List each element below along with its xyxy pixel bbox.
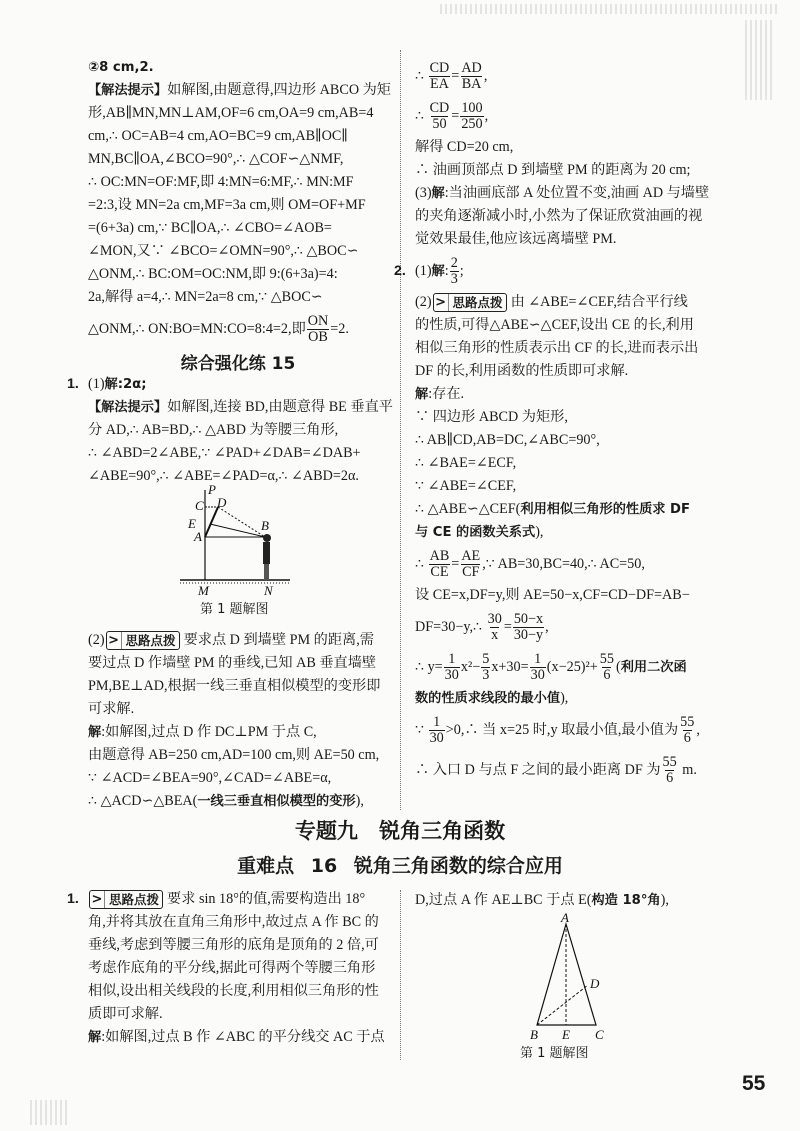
column-divider bbox=[400, 50, 401, 810]
fraction-denominator: 6 bbox=[603, 666, 611, 683]
text-line bbox=[415, 96, 755, 136]
text-line bbox=[394, 251, 755, 291]
label-a: A bbox=[194, 529, 202, 544]
text-run: ∴ △ABE∽△CEF( bbox=[415, 501, 521, 517]
question-number: 2. bbox=[394, 262, 406, 279]
hint-badge bbox=[89, 890, 163, 909]
fraction-numerator: 30 bbox=[487, 610, 502, 627]
text-run: △ONM,∴ BC:OM=OC:NM,即 9:(6+3a)=4: bbox=[88, 266, 338, 282]
text-line bbox=[88, 1003, 388, 1026]
emphasis-text: 一线三垂直相似模型的变形 bbox=[197, 794, 356, 809]
text-run: >0,∴ 当 x=25 时,y 取最小值,最小值为 bbox=[445, 721, 679, 738]
text-line bbox=[415, 607, 755, 647]
text-line bbox=[415, 182, 755, 205]
text-line bbox=[415, 452, 755, 475]
text-run: (x−25)²+ bbox=[546, 658, 598, 675]
text-run: (2) bbox=[415, 294, 432, 310]
text-run: ∴ bbox=[415, 107, 428, 124]
answer-block-sin18-cont bbox=[415, 889, 755, 912]
fraction bbox=[307, 314, 330, 345]
text-run: cm,∴ OC=AB=4 cm,AO=BC=9 cm,AB∥OC∥ bbox=[88, 128, 348, 144]
figure-2-triangle bbox=[520, 912, 615, 1042]
text-line bbox=[88, 442, 388, 465]
text-line bbox=[415, 406, 755, 429]
text-run: ∵ ∠ABE=∠CEF, bbox=[415, 478, 517, 494]
text-line bbox=[88, 194, 388, 217]
text-run: 要求点 D 到墙壁 PM 的距离,需 bbox=[183, 632, 374, 648]
fraction-denominator: 250 bbox=[461, 115, 483, 132]
emphasis-text: 解 bbox=[431, 186, 445, 201]
text-run: DF 的长,利用函数的性质即可求解. bbox=[415, 363, 629, 379]
text-line bbox=[88, 217, 388, 240]
text-line bbox=[415, 383, 755, 406]
text-line bbox=[88, 744, 388, 767]
text-line bbox=[67, 373, 388, 396]
hint-badge-label: 思路点拨 bbox=[125, 633, 176, 648]
fraction-numerator: 50−x bbox=[513, 610, 544, 627]
text-run: ∴ bbox=[415, 67, 428, 84]
person-icon bbox=[263, 534, 271, 580]
fraction-numerator: AE bbox=[461, 547, 481, 564]
text-line bbox=[67, 888, 388, 911]
figure-1-caption: 第 1 题解图 bbox=[200, 602, 269, 617]
text-run: =2:3,设 MN=2a cm,MF=3a cm,则 OM=OF+MF bbox=[88, 197, 366, 213]
emphasis-text: 【解法提示】 bbox=[88, 400, 168, 415]
text-run: 相似三角形的性质表示出 CF 的长,进而表示出 bbox=[415, 340, 699, 356]
text-line bbox=[415, 228, 755, 251]
text-run: ; bbox=[459, 262, 464, 279]
chevron-right-icon: > bbox=[434, 294, 449, 311]
label-c: C bbox=[195, 498, 204, 513]
fraction-denominator: 30 bbox=[530, 666, 545, 683]
fraction bbox=[444, 652, 460, 683]
text-run: =(6+3a) cm,∵ BC∥OA,∴ ∠CBO=∠AOB= bbox=[88, 220, 332, 236]
text-run: :当油画底部 A 处位置不变,油画 AD 与墙壁 bbox=[444, 185, 710, 201]
fraction-denominator: EA bbox=[429, 75, 449, 92]
text-run: = bbox=[451, 67, 460, 84]
hint-badge bbox=[106, 631, 180, 650]
answer-block-right-column bbox=[394, 56, 755, 790]
fraction-denominator: OB bbox=[308, 328, 328, 345]
fraction bbox=[513, 612, 544, 643]
text-line bbox=[88, 957, 388, 980]
fraction-numerator: AB bbox=[429, 547, 450, 564]
text-run: 要过点 D 作墙壁 PM 的垂线,已知 AB 垂直墙壁 bbox=[88, 655, 377, 671]
section-subheading: 综合强化练 15 bbox=[180, 354, 296, 374]
text-run: 如解图,由题意得,四边形 ABCO 为矩 bbox=[167, 82, 391, 98]
text-run: 设 CE=x,DF=y,则 AE=50−x,CF=CD−DF=AB− bbox=[415, 587, 690, 603]
fraction-denominator: 30−y bbox=[513, 626, 544, 643]
text-line bbox=[88, 102, 388, 125]
text-run: ( bbox=[615, 658, 621, 675]
text-line bbox=[415, 889, 755, 912]
text-line bbox=[88, 263, 388, 286]
text-line bbox=[88, 286, 388, 309]
text-line bbox=[415, 498, 755, 521]
text-run: 的夹角逐渐减小时,小然为了保证欣赏油画的视 bbox=[415, 208, 703, 224]
text-line bbox=[415, 475, 755, 498]
fraction-numerator: 1 bbox=[534, 650, 542, 667]
text-line bbox=[415, 205, 755, 228]
text-run: MN,BC∥OA,∠BCO=90°,∴ △COF∽△NMF, bbox=[88, 151, 344, 167]
text-line bbox=[415, 687, 755, 710]
text-run: 的性质,可得△ABE∽△CEF,设出 CE 的长,利用 bbox=[415, 317, 694, 333]
text-run: ∵ ∠ACD=∠BEA=90°,∠CAD=∠ABE=α, bbox=[88, 770, 332, 786]
label-b: B bbox=[261, 518, 269, 533]
text-line bbox=[88, 419, 388, 442]
chevron-right-icon: > bbox=[107, 632, 122, 649]
text-line bbox=[88, 675, 388, 698]
fraction bbox=[662, 755, 678, 786]
fraction bbox=[429, 715, 445, 746]
fraction-denominator: 6 bbox=[666, 769, 674, 786]
text-run: 要求 sin 18°的值,需要构造出 18° bbox=[167, 891, 366, 907]
text-run: ), bbox=[355, 793, 364, 809]
text-line bbox=[415, 314, 755, 337]
text-run: ,∵ AB=30,BC=40,∴ AC=50, bbox=[482, 555, 645, 572]
text-run: :如解图,过点 D 作 DC⊥PM 于点 C, bbox=[101, 724, 317, 740]
text-line bbox=[88, 56, 388, 79]
text-run: , bbox=[484, 107, 489, 124]
fraction bbox=[487, 612, 503, 643]
emphasis-text: 构造 18°角 bbox=[591, 893, 661, 908]
fraction-numerator: 55 bbox=[662, 753, 677, 770]
text-run: ∴ OC:MN=OF:MF,即 4:MN=6:MF,∴ MN:MF bbox=[88, 174, 354, 190]
text-run: :存在. bbox=[428, 386, 465, 402]
emphasis-text: 利用二次函 bbox=[620, 659, 687, 675]
emphasis-text: 【解法提示】 bbox=[88, 83, 168, 98]
text-run: ∵ 四边形 ABCD 为矩形, bbox=[415, 409, 568, 425]
text-run: = bbox=[451, 555, 460, 572]
key-point-title: 重难点 16 锐角三角函数的综合应用 bbox=[237, 855, 563, 877]
emphasis-text: ②8 cm,2. bbox=[88, 60, 154, 75]
text-run: ∴ △ACD∽△BEA( bbox=[88, 793, 198, 809]
emphasis-text: 解 bbox=[88, 725, 102, 740]
text-line bbox=[415, 521, 755, 544]
label-n: N bbox=[264, 583, 273, 598]
text-line bbox=[415, 159, 755, 182]
answer-block-q1-part1 bbox=[67, 373, 393, 488]
label-m: M bbox=[198, 583, 209, 598]
text-run: ), bbox=[660, 892, 669, 908]
text-line bbox=[415, 136, 755, 159]
text-run: ∴ 油画顶部点 D 到墙壁 PM 的距离为 20 cm; bbox=[415, 162, 691, 178]
emphasis-text: 与 CE 的函数关系式 bbox=[415, 525, 536, 540]
fraction bbox=[530, 652, 546, 683]
text-run: m. bbox=[678, 761, 697, 778]
fraction-denominator: 3 bbox=[450, 270, 458, 287]
fraction-numerator: 2 bbox=[450, 254, 458, 271]
text-run: , bbox=[483, 67, 488, 84]
text-run: , bbox=[545, 618, 549, 635]
fraction-denominator: BA bbox=[461, 75, 482, 92]
figure-2-caption: 第 1 题解图 bbox=[520, 1046, 589, 1061]
label-d: D bbox=[217, 495, 227, 510]
emphasis-text: 解 bbox=[415, 387, 429, 402]
fraction bbox=[429, 549, 451, 580]
text-run: 垂线,考虑到等腰三角形的底角是顶角的 2 倍,可 bbox=[88, 937, 379, 953]
text-line bbox=[415, 291, 755, 314]
fraction-numerator: ON bbox=[307, 312, 329, 329]
text-line bbox=[88, 148, 388, 171]
topic-title: 专题九 锐角三角函数 bbox=[294, 819, 506, 843]
text-line bbox=[415, 429, 755, 452]
text-line bbox=[415, 56, 755, 96]
text-run: 相似,设出相关线段的长度,利用相似三角形的性 bbox=[88, 983, 379, 999]
fraction bbox=[429, 61, 451, 92]
figure-1-diagram bbox=[170, 480, 300, 600]
emphasis-text: 解:2α; bbox=[104, 377, 147, 392]
text-run: ∠ABE=90°,∴ ∠ABE=∠PAD=α,∴ ∠ABD=2α. bbox=[88, 468, 359, 484]
text-line bbox=[88, 240, 388, 263]
fraction-numerator: 55 bbox=[599, 650, 614, 667]
question-number: 1. bbox=[67, 376, 79, 392]
text-line bbox=[415, 544, 755, 584]
bisector-bd bbox=[537, 985, 588, 1025]
fraction-denominator: CE bbox=[430, 563, 449, 580]
hint-badge-label: 思路点拨 bbox=[452, 295, 503, 310]
text-line bbox=[88, 911, 388, 934]
text-run: ∴ bbox=[415, 555, 428, 572]
text-run: PM,BE⊥AD,根据一线三垂直相似模型的变形即 bbox=[88, 678, 381, 694]
text-line bbox=[88, 767, 388, 790]
painting-ad bbox=[205, 507, 218, 537]
text-run: 觉效果最佳,他应该远离墙壁 PM. bbox=[415, 231, 617, 247]
emphasis-text: 数的性质求线段的最小值 bbox=[415, 691, 561, 706]
text-line bbox=[88, 652, 388, 675]
text-run: 质即可求解. bbox=[88, 1006, 163, 1022]
text-run: x+30= bbox=[491, 658, 529, 675]
fraction-denominator: 50 bbox=[432, 115, 447, 132]
text-line bbox=[88, 79, 391, 102]
scan-artifact bbox=[30, 1100, 70, 1125]
label-a: A bbox=[561, 912, 569, 925]
fraction-numerator: CD bbox=[429, 59, 450, 76]
text-run: D,过点 A 作 AE⊥BC 于点 E( bbox=[415, 892, 592, 908]
text-run: ), bbox=[560, 690, 569, 706]
fraction-denominator: 3 bbox=[482, 666, 490, 683]
hint-badge bbox=[433, 293, 507, 312]
text-run: ∴ ∠BAE=∠ECF, bbox=[415, 455, 517, 471]
text-line bbox=[88, 721, 388, 744]
text-line bbox=[415, 337, 755, 360]
text-run: 形,AB∥MN,MN⊥AM,OF=6 cm,OA=9 cm,AB=4 bbox=[88, 105, 374, 121]
fraction-denominator: 6 bbox=[683, 729, 691, 746]
text-run: : bbox=[444, 262, 449, 279]
text-line bbox=[88, 629, 388, 652]
emphasis-text: 利用相似三角形的性质求 DF bbox=[520, 502, 691, 517]
text-line bbox=[88, 125, 388, 148]
text-run: :如解图,过点 B 作 ∠ABC 的平分线交 AC 于点 bbox=[101, 1029, 385, 1045]
text-run: 如解图,连接 BD,由题意得 BE 垂直平 bbox=[167, 399, 393, 415]
fraction-numerator: 1 bbox=[433, 713, 441, 730]
label-e: E bbox=[562, 1027, 570, 1042]
text-run: 由题意得 AB=250 cm,AD=100 cm,则 AE=50 cm, bbox=[88, 747, 380, 763]
text-run: (2) bbox=[88, 632, 105, 648]
text-run: 考虑作底角的平分线,据此可得两个等腰三角形 bbox=[88, 960, 376, 976]
text-line bbox=[415, 750, 755, 790]
emphasis-text: 解 bbox=[88, 1030, 102, 1045]
text-run: 分 AD,∴ AB=BD,∴ △ABD 为等腰三角形, bbox=[88, 422, 339, 438]
fraction bbox=[599, 652, 615, 683]
text-line bbox=[88, 1026, 388, 1049]
text-line bbox=[88, 980, 388, 1003]
emphasis-text: 解 bbox=[431, 263, 445, 279]
label-d: D bbox=[590, 976, 600, 991]
text-run: 2a,解得 a=4,∴ MN=2a=8 cm,∵ △BOC∽ bbox=[88, 289, 323, 305]
fraction-denominator: 30 bbox=[444, 666, 459, 683]
text-run: =2. bbox=[330, 320, 349, 337]
text-run: (1) bbox=[415, 262, 432, 279]
text-line bbox=[88, 396, 393, 419]
text-run: (3) bbox=[415, 185, 432, 201]
line-be bbox=[210, 524, 265, 537]
text-line bbox=[415, 360, 755, 383]
text-run: x²− bbox=[460, 658, 481, 675]
column-divider bbox=[400, 890, 401, 1060]
fraction-denominator: x bbox=[491, 626, 499, 643]
text-line bbox=[88, 309, 388, 349]
answer-block-sin18 bbox=[67, 888, 388, 1049]
text-line bbox=[415, 710, 755, 750]
text-run: 由 ∠ABE=∠CEF,结合平行线 bbox=[510, 294, 688, 310]
question-number: 1. bbox=[67, 891, 79, 907]
chevron-right-icon: > bbox=[90, 891, 105, 908]
fraction-numerator: 1 bbox=[448, 650, 456, 667]
text-run: ∴ 入口 D 与点 F 之间的最小距离 DF 为 bbox=[415, 761, 661, 778]
fraction-denominator: 30 bbox=[429, 729, 444, 746]
page-number: 55 bbox=[742, 1072, 766, 1095]
text-run: ∵ bbox=[415, 721, 428, 738]
fraction-denominator: CF bbox=[462, 563, 480, 580]
text-run: DF=30−y,∴ bbox=[415, 618, 486, 635]
hint-badge-label: 思路点拨 bbox=[109, 892, 160, 907]
label-b: B bbox=[530, 1027, 538, 1042]
scan-artifact bbox=[440, 4, 780, 14]
fraction-numerator: 100 bbox=[461, 99, 483, 116]
text-line bbox=[88, 698, 388, 721]
text-run: ∠MON,又∵ ∠BCO=∠OMN=90°,∴ △BOC∽ bbox=[88, 243, 359, 259]
fraction bbox=[679, 715, 695, 746]
text-run: , bbox=[696, 721, 700, 738]
text-run: ), bbox=[535, 524, 544, 540]
text-line bbox=[88, 934, 388, 957]
text-run: 角,并将其放在直角三角形中,故过点 A 作 BC 的 bbox=[88, 914, 379, 930]
fraction bbox=[460, 61, 483, 92]
text-run: 可求解. bbox=[88, 701, 135, 717]
fraction bbox=[450, 256, 459, 287]
text-line bbox=[415, 584, 755, 607]
text-line bbox=[415, 647, 755, 687]
fraction bbox=[429, 101, 451, 132]
fraction bbox=[460, 101, 483, 132]
fraction-numerator: AD bbox=[461, 59, 482, 76]
text-run: (1) bbox=[88, 376, 105, 392]
text-run: ∴ AB∥CD,AB=DC,∠ABC=90°, bbox=[415, 432, 600, 448]
text-run: △ONM,∴ ON:BO=MN:CO=8:4=2,即 bbox=[88, 320, 306, 337]
fraction-numerator: 5 bbox=[482, 650, 490, 667]
label-e: E bbox=[188, 516, 196, 531]
label-c: C bbox=[595, 1027, 604, 1042]
answer-block-previous bbox=[88, 56, 391, 349]
fraction bbox=[460, 549, 481, 580]
answer-block-q1-part2 bbox=[88, 629, 388, 813]
text-run: = bbox=[503, 618, 512, 635]
text-run: = bbox=[451, 107, 460, 124]
label-p: P bbox=[208, 482, 216, 497]
text-run: ∴ y= bbox=[415, 658, 443, 675]
fraction bbox=[481, 652, 490, 683]
line-bd bbox=[218, 507, 265, 537]
text-line bbox=[88, 171, 388, 194]
text-line bbox=[88, 790, 388, 813]
fraction-numerator: CD bbox=[429, 99, 450, 116]
text-run: 解得 CD=20 cm, bbox=[415, 139, 514, 155]
text-run: ∴ ∠ABD=2∠ABE,∵ ∠PAD+∠DAB=∠DAB+ bbox=[88, 445, 361, 461]
fraction-numerator: 55 bbox=[680, 713, 695, 730]
